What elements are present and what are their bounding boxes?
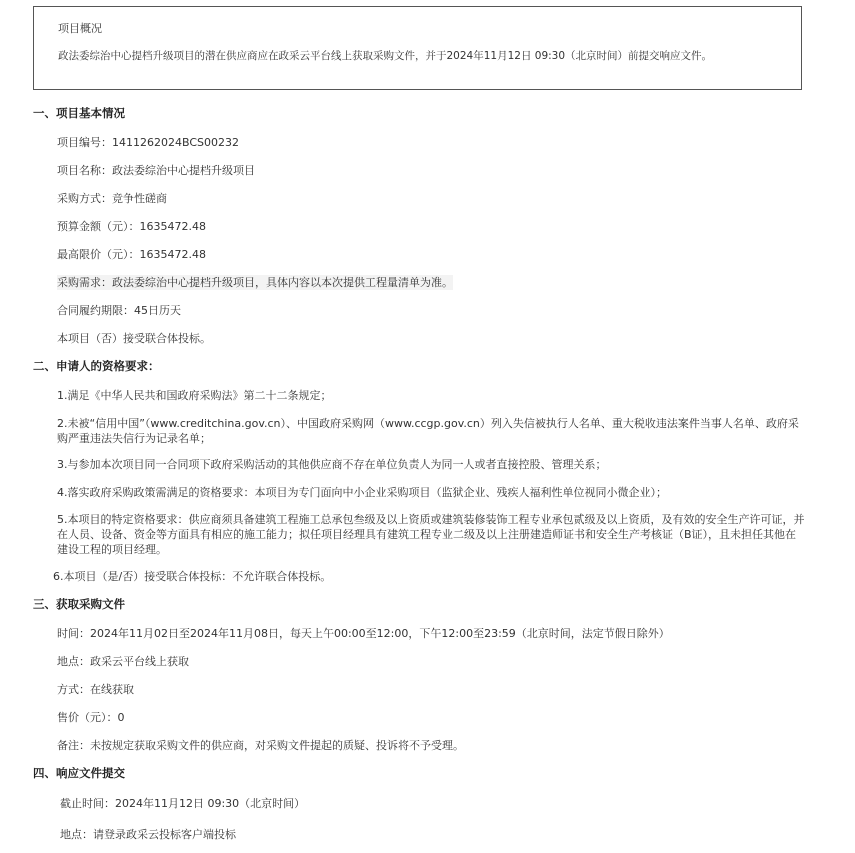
acquisition-place: 地点：政采云平台线上获取	[57, 655, 189, 668]
submission-place: 地点：请登录政采云投标客户端投标	[60, 828, 236, 841]
acquisition-note: 备注：未按规定获取采购文件的供应商，对采购文件提起的质疑、投诉将不予受理。	[57, 739, 464, 752]
project-name: 项目名称：政法委综治中心提档升级项目	[57, 164, 255, 177]
project-overview-box	[33, 6, 802, 90]
section1-heading: 一、项目基本情况	[33, 106, 125, 120]
acquisition-time: 时间：2024年11月02日至2024年11月08日，每天上午00:00至12:00，下午12:00至23:59（北京时间，法定节假日除外）	[57, 627, 670, 640]
qualification-item-5: 5.本项目的特定资格要求：供应商须具备建筑工程施工总承包叁级及以上资质或建筑装修装饰工程专业承包贰级及以上资质，及有效的安全生产许可证，并在人员、设备、资金等方面具有相应的施工能力；拟任项目经理具有建筑工程专业二级及以上注册建造师证书和安全生产考核证（B证），且未担任其他在建设工程的项目经理。	[57, 513, 805, 556]
procurement-method: 采购方式：竞争性磋商	[57, 192, 167, 205]
max-price: 最高限价（元）：1635472.48	[57, 248, 206, 261]
document-price: 售价（元）：0	[57, 711, 125, 724]
section3-heading: 三、获取采购文件	[33, 597, 125, 611]
procurement-requirement: 采购需求：政法委综治中心提档升级项目，具体内容以本次提供工程量清单为准。	[57, 276, 453, 289]
acquisition-way: 方式：在线获取	[57, 683, 134, 696]
section4-heading: 四、响应文件提交	[33, 766, 125, 780]
section2-heading: 二、申请人的资格要求：	[33, 359, 160, 373]
qualification-item-4: 4.落实政府采购政策需满足的资格要求：本项目为专门面向中小企业采购项目（监狱企业、残疾人福利性单位视同小微企业）；	[57, 486, 667, 499]
qualification-item-2: 2.未被“信用中国”（www.creditchina.gov.cn）、中国政府采购网（www.ccgp.gov.cn）列入失信被执行人名单、重大税收违法案件当事人名单、政府采购严重违法失信行为记录名单；	[57, 417, 799, 445]
submission-deadline: 截止时间：2024年11月12日 09:30（北京时间）	[60, 797, 306, 810]
overview-text: 政法委综治中心提档升级项目的潜在供应商应在政采云平台线上获取采购文件，并于2024年11月12日 09:30（北京时间）前提交响应文件。	[58, 50, 713, 62]
contract-period: 合同履约期限：45日历天	[57, 304, 181, 317]
qualification-item-6: 6.本项目（是/否）接受联合体投标：不允许联合体投标。	[53, 570, 332, 583]
consortium-note: 本项目（否）接受联合体投标。	[57, 332, 211, 345]
project-number: 项目编号：1411262024BCS00232	[57, 136, 239, 149]
qualification-item-3: 3.与参加本次项目同一合同项下政府采购活动的其他供应商不存在单位负责人为同一人或者直接控股、管理关系；	[57, 458, 607, 471]
qualification-item-1: 1.满足《中华人民共和国政府采购法》第二十二条规定；	[57, 389, 332, 402]
budget-amount: 预算金额（元）：1635472.48	[57, 220, 206, 233]
overview-title: 项目概况	[58, 22, 102, 35]
